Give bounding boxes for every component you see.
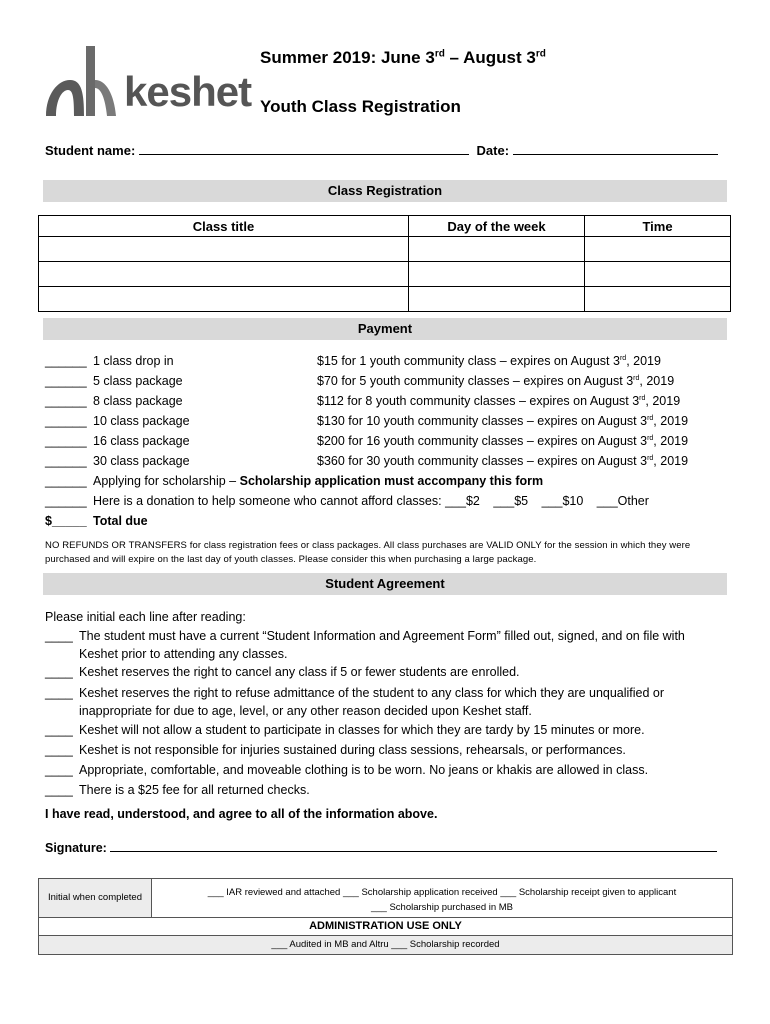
day-cell[interactable] xyxy=(409,287,585,312)
agreement-item: ____ There is a $25 fee for all returned checks. xyxy=(45,783,310,797)
agreement-confirm: I have read, understood, and agree to all of the information above. xyxy=(45,807,438,821)
col-time: Time xyxy=(585,216,731,237)
payment-heading: Payment xyxy=(43,318,727,340)
payment-blank[interactable]: ______ xyxy=(45,434,87,448)
payment-blank[interactable]: ______ xyxy=(45,354,87,368)
initial-blank[interactable]: ____ xyxy=(45,665,73,679)
signature-field[interactable] xyxy=(110,851,717,852)
table-row xyxy=(39,237,731,262)
payment-blank[interactable]: ______ xyxy=(45,454,87,468)
class-title-cell[interactable] xyxy=(39,287,409,312)
col-class-title: Class title xyxy=(39,216,409,237)
payment-blank[interactable]: ______ xyxy=(45,414,87,428)
admin-checks-line3: ___ Audited in MB and Altru ___ Scholarship recorded xyxy=(39,936,732,954)
class-registration-table xyxy=(38,215,731,312)
keshet-logo xyxy=(44,44,252,118)
page-title: Summer 2019: June 3rd – August 3rd xyxy=(260,48,546,67)
donation-option-other[interactable]: ___Other xyxy=(596,494,649,508)
student-name-field[interactable] xyxy=(139,154,469,155)
payment-blank[interactable]: ______ xyxy=(45,494,87,508)
admin-checks-line1: ___ IAR reviewed and attached ___ Scholarship application received ___ Scholarship receipt given to applicant xyxy=(207,887,677,898)
initial-blank[interactable]: ____ xyxy=(45,763,73,777)
payment-item: ______ 10 class package $130 for 10 youth community classes – expires on August 3rd, 2019 xyxy=(45,414,689,428)
initial-blank[interactable]: ____ xyxy=(45,743,73,757)
date-field[interactable] xyxy=(513,154,718,155)
refund-notice: NO REFUNDS OR TRANSFERS for class registration fees or class packages. All class purchases are VALID ONLY for the session in which they were purchased and will expire on the last day of youth classes. Please consider this when purchasing a large package. xyxy=(45,540,691,565)
payment-donation: ______ Here is a donation to help someone who cannot afford classes: ___$2 ___$5 ___$10 ___Other xyxy=(45,494,649,508)
payment-item: ______ 1 class drop in $15 for 1 youth community class – expires on August 3rd, 2019 xyxy=(45,354,661,368)
payment-item: ______ 5 class package $70 for 5 youth community classes – expires on August 3rd, 2019 xyxy=(45,374,675,388)
agreement-item: ____ Keshet will not allow a student to participate in classes for which they are tardy by 15 minutes or more. xyxy=(45,723,645,737)
initial-blank[interactable]: ____ xyxy=(45,783,73,797)
student-agreement-heading: Student Agreement xyxy=(43,573,727,595)
table-header-row xyxy=(39,216,731,237)
donation-option-5[interactable]: ___$5 xyxy=(493,494,529,508)
page-subtitle: Youth Class Registration xyxy=(260,97,461,116)
day-cell[interactable] xyxy=(409,262,585,287)
total-blank[interactable]: $_____ xyxy=(45,514,87,528)
agreement-item: ____ Keshet is not responsible for injuries sustained during class sessions, rehearsals, or performances. xyxy=(45,743,626,757)
payment-blank[interactable]: ______ xyxy=(45,374,87,388)
donation-option-2[interactable]: ___$2 xyxy=(445,494,480,508)
payment-item: ______ 16 class package $200 for 16 youth community classes – expires on August 3rd, 2019 xyxy=(45,434,689,448)
col-day-of-week: Day of the week xyxy=(409,216,585,237)
payment-item: ______ 8 class package $112 for 8 youth community classes – expires on August 3rd, 2019 xyxy=(45,394,681,408)
admin-box xyxy=(38,878,733,955)
table-row xyxy=(39,262,731,287)
time-cell[interactable] xyxy=(585,237,731,262)
agreement-item: ____ Keshet reserves the right to refuse admittance of the student to any class for which they are unqualified or inappropriate for due to age, level, or any other reason decided upon Keshet staff. xyxy=(45,686,665,718)
day-cell[interactable] xyxy=(409,237,585,262)
admin-use-only-heading: ADMINISTRATION USE ONLY xyxy=(39,918,732,936)
agreement-item: ____ The student must have a current “Student Information and Agreement Form” filled out, signed, and on file with Keshet prior to attending any classes. xyxy=(45,629,685,661)
payment-item: ______ 30 class package $360 for 30 youth community classes – expires on August 3rd, 2019 xyxy=(45,454,689,468)
class-title-cell[interactable] xyxy=(39,262,409,287)
payment-blank[interactable]: ______ xyxy=(45,474,87,488)
keshet-logo-mark-icon xyxy=(44,44,124,118)
signature-row: Signature: xyxy=(45,841,717,855)
class-title-cell[interactable] xyxy=(39,237,409,262)
initial-when-completed-label: Initial when completed xyxy=(39,879,152,917)
initial-blank[interactable]: ____ xyxy=(45,723,73,737)
payment-blank[interactable]: ______ xyxy=(45,394,87,408)
student-name-row: Student name: Date: xyxy=(45,143,718,158)
payment-scholarship: ______ Applying for scholarship – Scholarship application must accompany this form xyxy=(45,474,544,488)
agreement-intro: Please initial each line after reading: xyxy=(45,610,246,624)
time-cell[interactable] xyxy=(585,262,731,287)
agreement-item: ____ Appropriate, comfortable, and moveable clothing is to be worn. No jeans or khakis are allowed in class. xyxy=(45,763,649,777)
payment-total: $_____ Total due xyxy=(45,514,148,528)
agreement-item: ____ Keshet reserves the right to cancel any class if 5 or fewer students are enrolled. xyxy=(45,665,520,679)
class-registration-heading: Class Registration xyxy=(43,180,727,202)
table-row xyxy=(39,287,731,312)
time-cell[interactable] xyxy=(585,287,731,312)
donation-option-10[interactable]: ___$10 xyxy=(541,494,584,508)
admin-checks-line2: ___ Scholarship purchased in MB xyxy=(370,902,514,913)
keshet-logo-text: keshet xyxy=(124,68,252,115)
initial-blank[interactable]: ____ xyxy=(45,629,73,643)
initial-blank[interactable]: ____ xyxy=(45,686,73,700)
